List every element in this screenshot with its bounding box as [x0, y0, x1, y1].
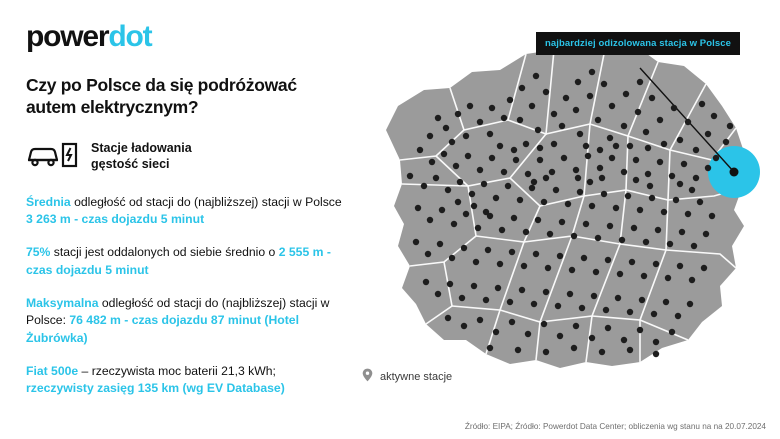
- legend-line-1: Stacje ładowania: [91, 140, 192, 155]
- stat-mid: odległość od stacji do (najbliższej) stacji w Polsce: [70, 194, 342, 209]
- legend-label: [91, 140, 192, 173]
- stat-lead: Średnia: [26, 194, 71, 209]
- isolated-station-callout: najbardziej odizolowana stacja w Polsce: [536, 32, 740, 55]
- poland-map: [340, 10, 776, 405]
- map-legend-label: aktywne stacje: [380, 370, 453, 383]
- powerdot-logo: [26, 22, 356, 52]
- logo-part-dot: dot: [108, 20, 152, 53]
- legend-line-2: gęstość sieci: [91, 157, 170, 172]
- stat-lead: Maksymalna: [26, 295, 99, 310]
- stat-value: rzeczywisty zasięg 135 km (wg EV Database): [26, 381, 285, 396]
- charging-station-car-icon: [26, 139, 80, 174]
- stat-mid: odległość od stacji do (najbliższej) stacji w Polsce:: [26, 295, 330, 328]
- map-legend: [362, 368, 452, 385]
- source-note: Źródło: EIPA; Źródło: Powerdot Data Center; obliczenia wg stanu na na 20.07.2024: [464, 422, 766, 431]
- stat-value: 3 263 m - czas dojazdu 5 minut: [26, 212, 205, 227]
- map-pin-icon: [362, 368, 373, 385]
- left-panel: [26, 22, 356, 413]
- logo-part-power: power: [26, 20, 109, 53]
- stat-value: 76 482 m - czas dojazdu 87 minut (Hotel Żubrówka): [26, 313, 299, 345]
- map-svg: [340, 10, 776, 405]
- stat-value: 2 555 m - czas dojazdu 5 minut: [26, 245, 331, 277]
- stat-mid: – rzeczywista moc baterii 21,3 kWh;: [78, 363, 276, 378]
- stat-percentile-distance: [26, 244, 344, 279]
- map-landmass: [386, 44, 744, 368]
- page-title: Czy po Polsce da się podróżować autem elektrycznym?: [26, 75, 297, 118]
- stat-lead: 75%: [26, 245, 51, 260]
- stat-mid: stacji jest oddalonych od siebie średnio o: [50, 245, 279, 260]
- stat-average-distance: [26, 194, 344, 229]
- legend-charging-stations: [26, 139, 356, 174]
- stat-fiat-500e: [26, 363, 344, 398]
- stat-maximum-distance: [26, 295, 344, 348]
- stat-lead: Fiat 500e: [26, 363, 79, 378]
